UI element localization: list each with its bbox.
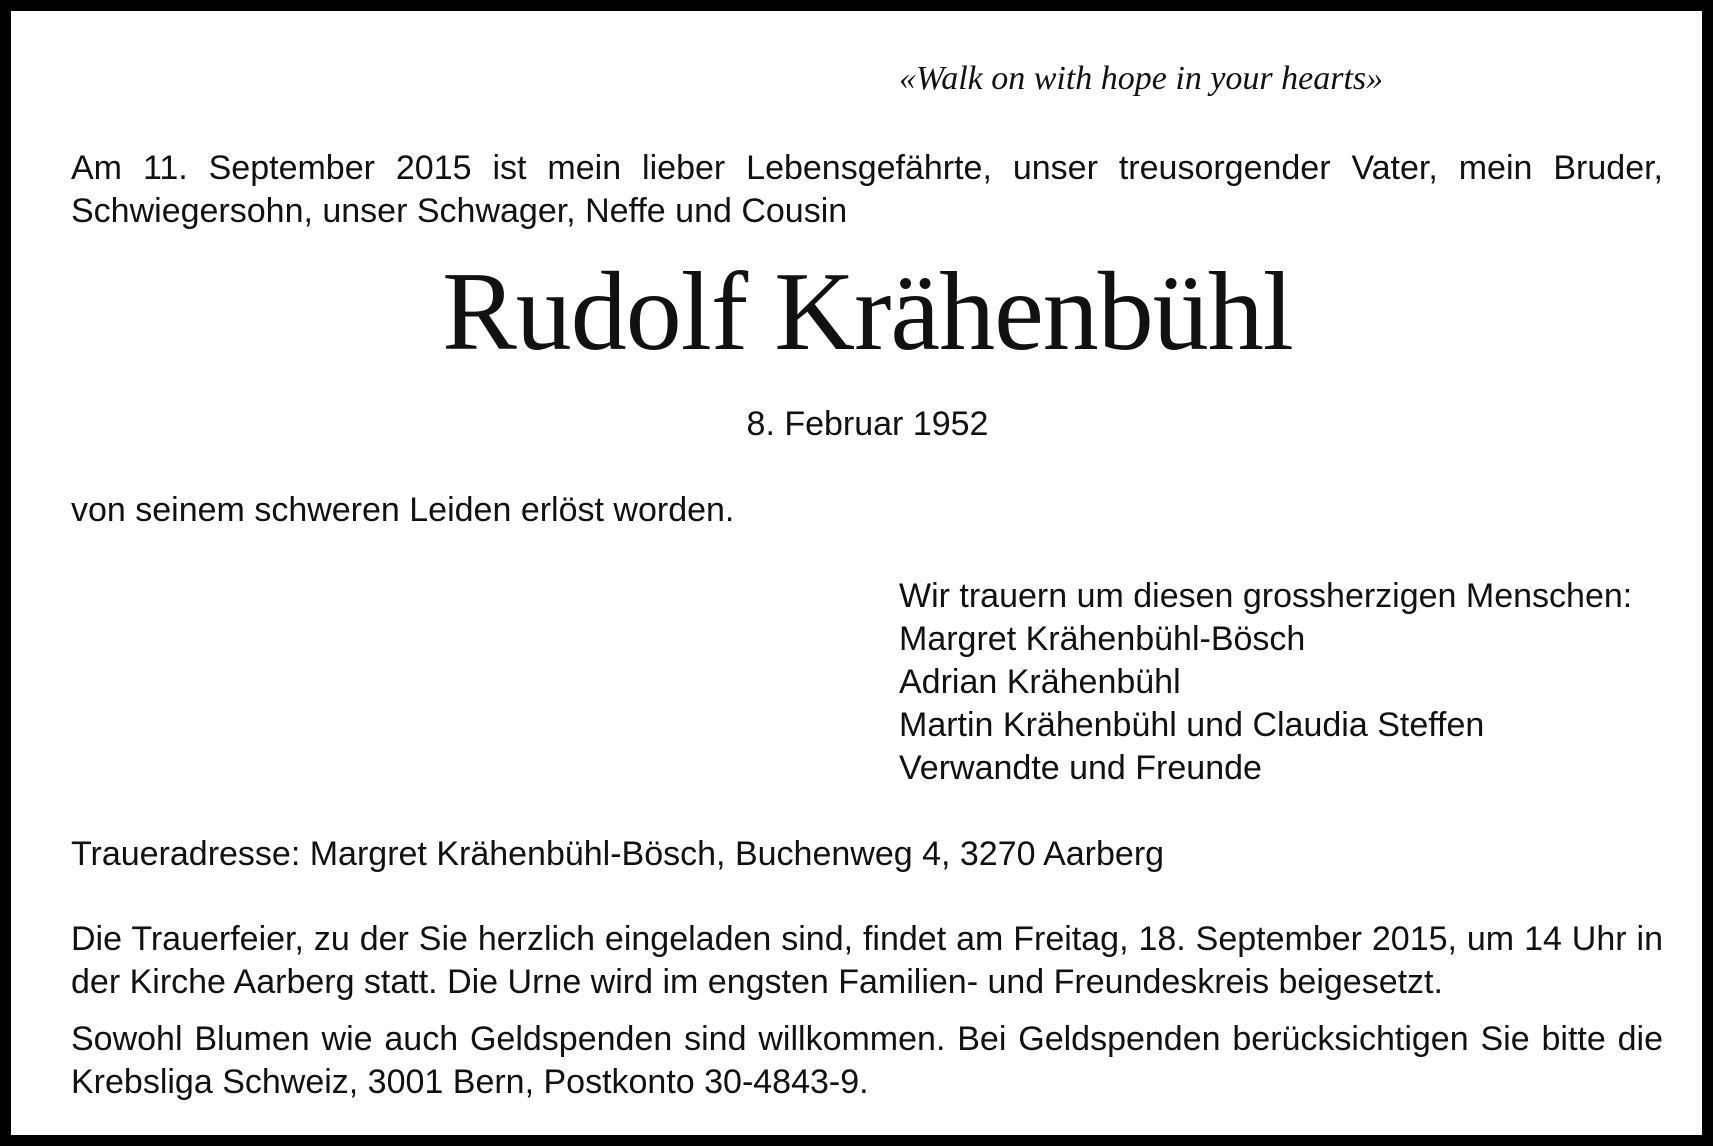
mourner-name: Verwandte und Freunde xyxy=(899,749,1262,787)
ceremony-paragraph: Die Trauerfeier, zu der Sie herzlich eingeladen sind, findet am Freitag, 18. September 2015, um 14 Uhr in der Kirche Aarberg statt. Die Urne wird im engsten Familien- und Freundeskreis beigesetzt. xyxy=(71,920,1663,1001)
intro-paragraph: Am 11. September 2015 ist mein lieber Lebensgefährte, unser treusorgender Vater, mein Bruder, Schwiegersohn, unser Schwager, Neffe und Cousin xyxy=(71,149,1663,230)
mourners-heading: Wir trauern um diesen grossherzigen Menschen: xyxy=(899,577,1633,615)
donations-paragraph: Sowohl Blumen wie auch Geldspenden sind willkommen. Bei Geldspenden berücksichtigen Sie bitte die Krebsliga Schweiz, 3001 Bern, Postkonto 30-4843-9. xyxy=(71,1020,1663,1101)
released-line: von seinem schweren Leiden erlöst worden. xyxy=(71,491,735,529)
mourning-address: Traueradresse: Margret Krähenbühl-Bösch, Buchenweg 4, 3270 Aarberg xyxy=(71,835,1165,873)
mourner-name: Adrian Krähenbühl xyxy=(899,663,1181,701)
deceased-name: Rudolf Krähenbühl xyxy=(442,250,1293,374)
mourners-list xyxy=(899,575,1632,790)
motto-quote: «Walk on with hope in your hearts» xyxy=(899,60,1384,97)
mourner-name: Martin Krähenbühl und Claudia Steffen xyxy=(899,706,1485,744)
mourner-name: Margret Krähenbühl-Bösch xyxy=(899,620,1306,658)
birth-date: 8. Februar 1952 xyxy=(746,405,989,443)
